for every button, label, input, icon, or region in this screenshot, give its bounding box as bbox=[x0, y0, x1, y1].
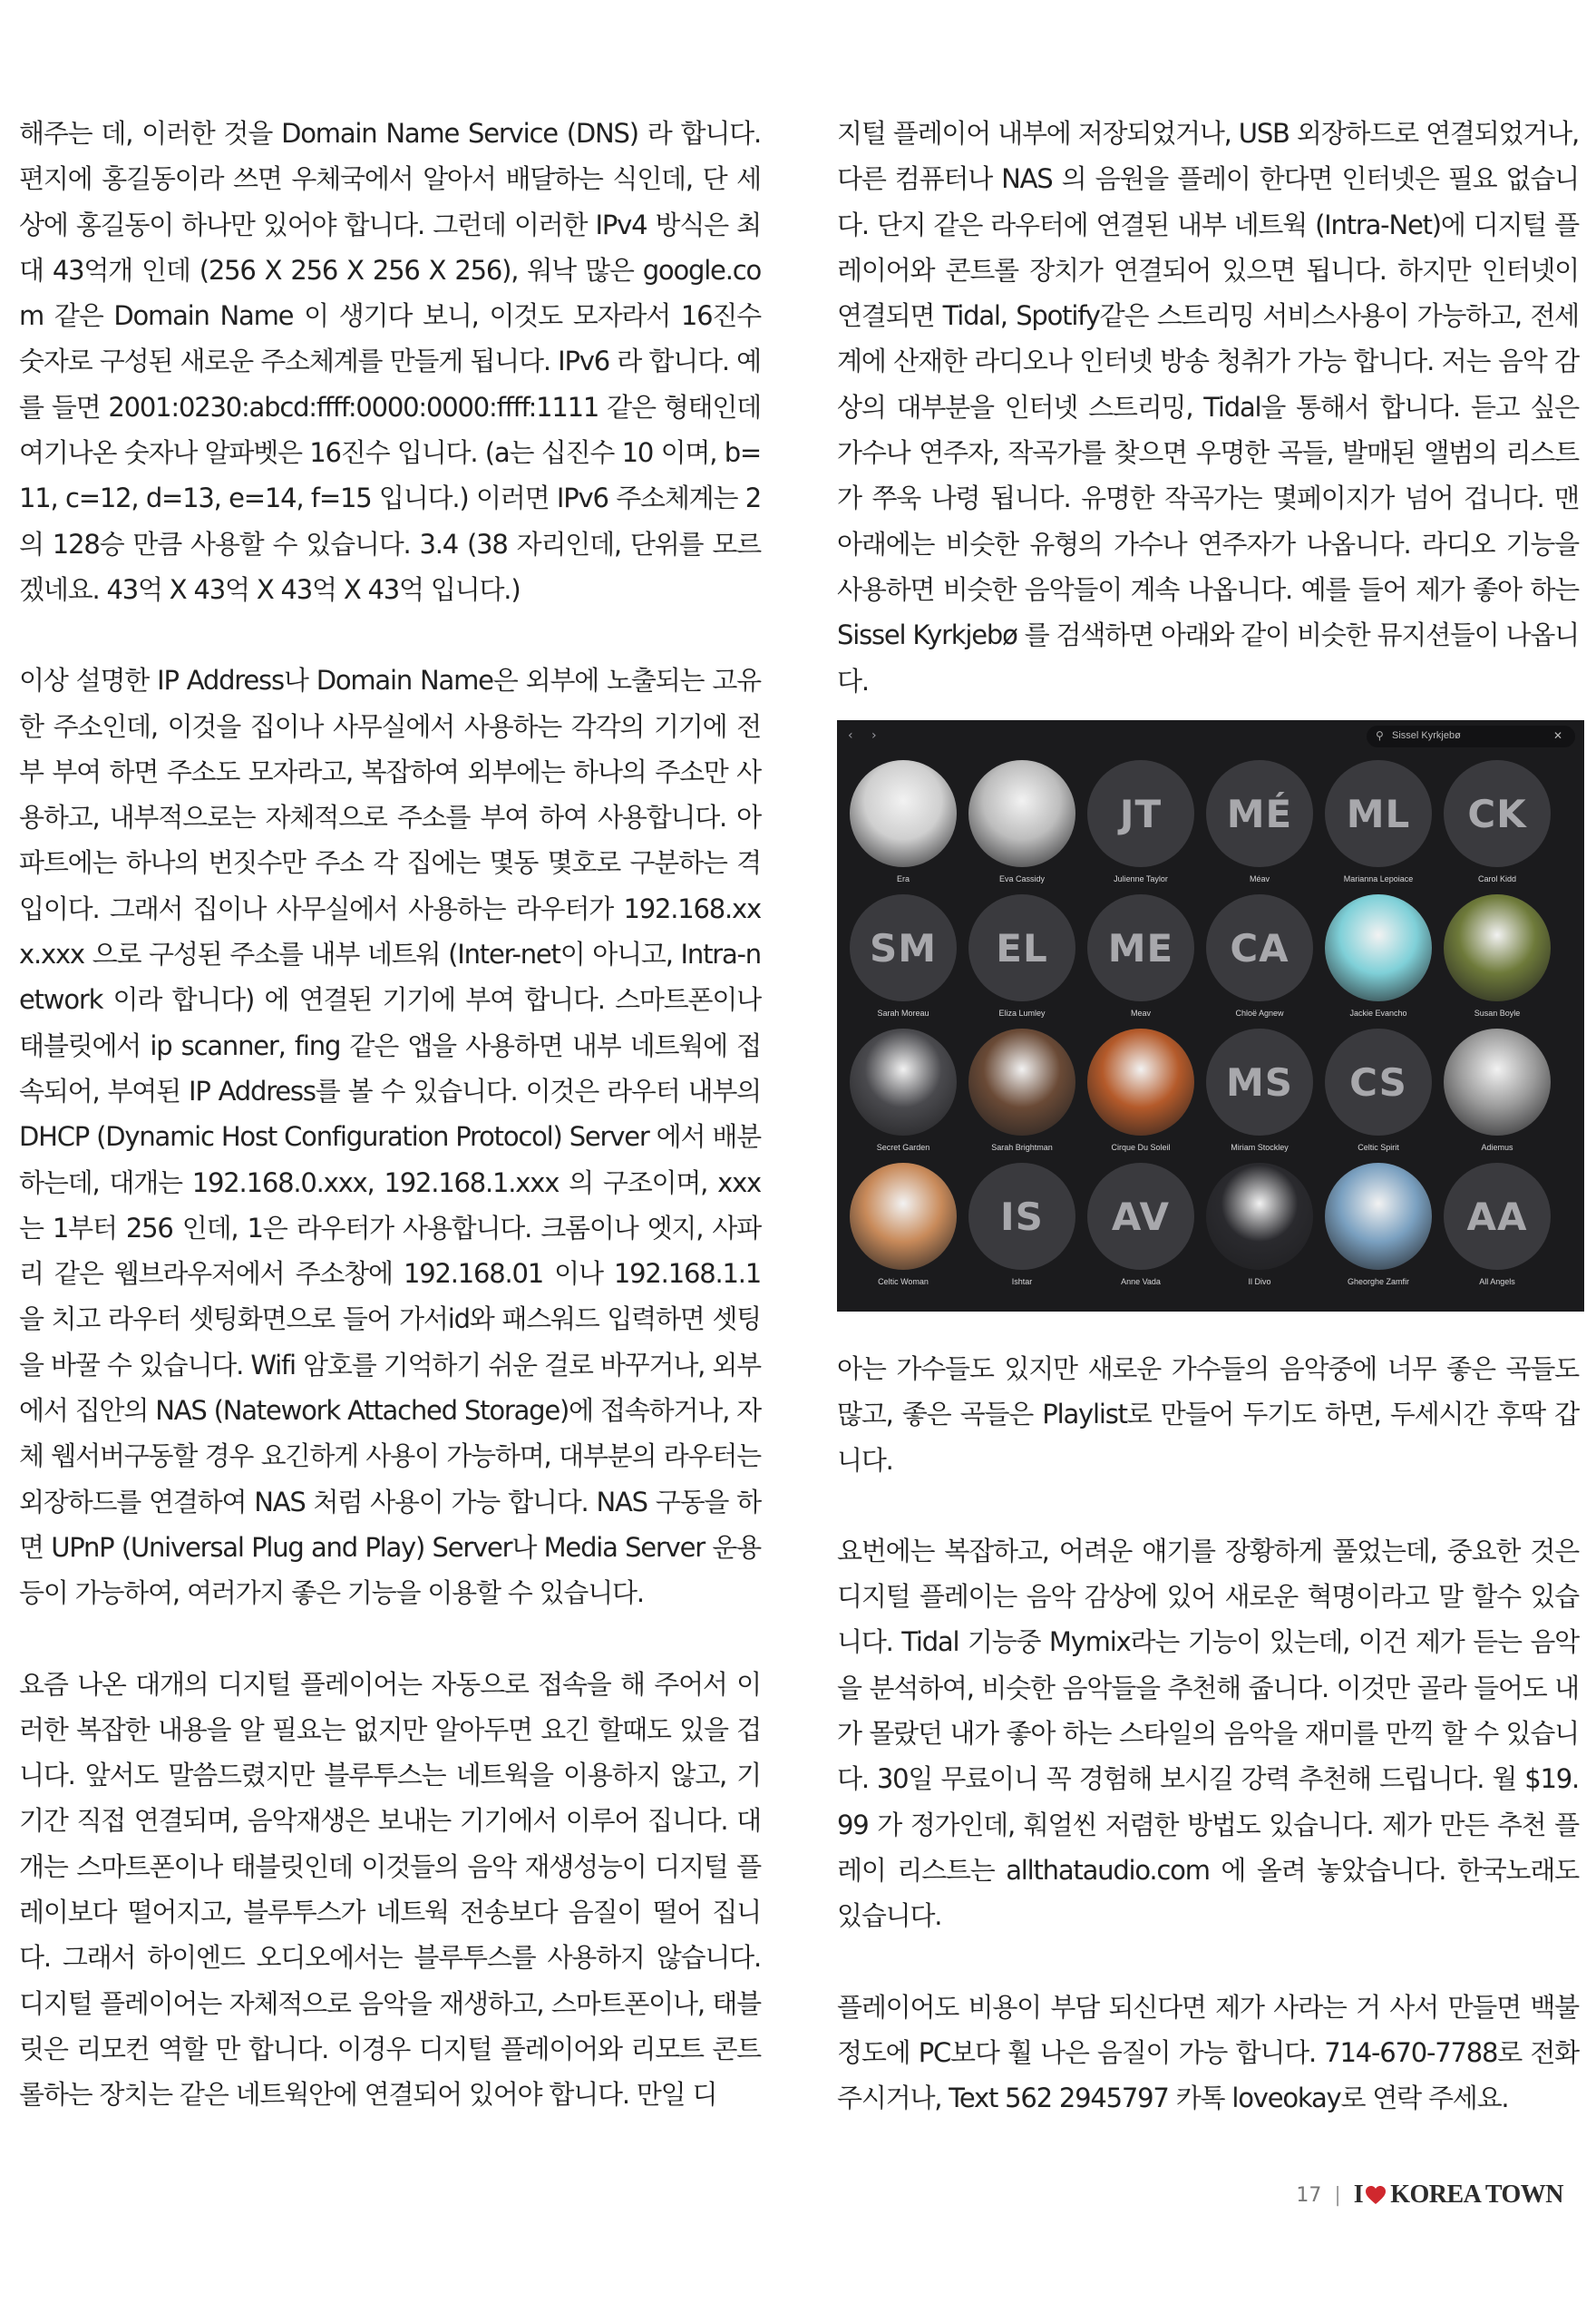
forward-arrow-icon: › bbox=[871, 728, 877, 743]
artist-initials: ME bbox=[1107, 925, 1174, 971]
artist-initials-avatar bbox=[850, 894, 957, 1001]
artist-name: All Angels bbox=[1479, 1277, 1515, 1286]
artist-photo bbox=[850, 1163, 957, 1270]
artist-photo bbox=[1444, 894, 1551, 1001]
artist-item[interactable] bbox=[1206, 1029, 1313, 1161]
body-paragraph: 플레이어도 비용이 부담 되신다면 제가 사라는 거 사서 만들면 백불 정도에 PC보다 훨 나은 음질이 가능 합니다. 714-670-7788로 전화 주시거나, Text 562 2945797 카톡 loveokay로 연락 주세요. bbox=[837, 1991, 1579, 2114]
screenshot-search-box bbox=[1367, 726, 1575, 747]
artist-initials-avatar bbox=[1325, 760, 1432, 867]
right-column-top bbox=[837, 111, 1579, 704]
left-column bbox=[19, 111, 761, 2117]
artist-initials: AA bbox=[1466, 1194, 1528, 1239]
artist-initials-avatar bbox=[1325, 1029, 1432, 1136]
artist-name: Julienne Taylor bbox=[1114, 874, 1168, 883]
body-paragraph: 요즘 나온 대개의 디지털 플레이어는 자동으로 접속을 해 주어서 이러한 복잡한 내용을 알 필요는 없지만 알아두면 요긴 할때도 있을 겁니다. 앞서도 말씀드렸지만 블루투스는 네트웍을 이용하지 않고, 기기간 직접 연결되며, 음악재생은 보내는 기기에서 이루어 집니다. 대개는 스마트폰이나 태블릿인데 이것들의 음악 재생성능이 디지털 플레이보다 떨어지고, 블루투스가 네트웍 전송보다 음질이 떨어 집니다. 그래서 하이엔드 오디오에서는 블루투스를 사용하지 않습니다. 디지털 플레이어는 자체적으로 음악을 재생하고, 스마트폰이나, 태블릿은 리모컨 역할 만 합니다. 이경우 디지털 플레이어와 리모트 콘트롤하는 장치는 같은 네트웍안에 연결되어 있어야 합니다. 만일 디 bbox=[19, 1668, 761, 2111]
artist-initials: CA bbox=[1230, 925, 1289, 971]
artist-initials-avatar bbox=[1087, 894, 1194, 1001]
brand-name: KOREA TOWN bbox=[1390, 2181, 1563, 2209]
artist-photo bbox=[1444, 1029, 1551, 1136]
screenshot-topbar bbox=[837, 720, 1584, 753]
artist-initials: AV bbox=[1111, 1194, 1171, 1239]
artist-item[interactable] bbox=[1206, 894, 1313, 1027]
artist-initials-avatar bbox=[968, 894, 1075, 1001]
artist-item[interactable] bbox=[1325, 894, 1432, 1027]
artist-item[interactable] bbox=[850, 1163, 957, 1295]
artist-item[interactable] bbox=[850, 894, 957, 1027]
artist-item[interactable] bbox=[1087, 1029, 1194, 1161]
artist-photo bbox=[850, 760, 957, 867]
artist-name: Celtic Spirit bbox=[1358, 1143, 1399, 1152]
artist-name: Cirque Du Soleil bbox=[1111, 1143, 1171, 1152]
artist-name: Anne Vada bbox=[1121, 1277, 1161, 1286]
body-paragraph: 해주는 데, 이러한 것을 Domain Name Service (DNS) 라 합니다. 편지에 홍길동이라 쓰면 우체국에서 알아서 배달하는 식인데, 단 세상에 홍길동이 하나만 있어야 합니다. 그런데 이러한 IPv4 방식은 최대 43억개 인데 (256 X 256 X 256 X 256), 워낙 많은 google.com 같은 Domain Name 이 생기다 보니, 이것도 모자라서 16진수 숫자로 구성된 새로운 주소체계를 만들게 됩니다. IPv6 라 합니다. 예를 들면 2001:0230:abcd:ffff:0000:0000:ffff:1111 같은 형태인데 여기나온 숫자나 알파벳은 16진수 입니다. (a는 십진수 10 이며, b=11, c=12, d=13, e=14, f=15 입니다.) 이러면 IPv6 주소체계는 2의 128승 만큼 사용할 수 있습니다. 3.4 (38 자리인데, 단위를 모르겠네요. 43억 X 43억 X 43억 X 43억 입니다.) bbox=[19, 118, 761, 605]
artist-item[interactable] bbox=[968, 1163, 1075, 1295]
artist-item[interactable] bbox=[1444, 760, 1551, 893]
artist-item[interactable] bbox=[1444, 1163, 1551, 1295]
artist-initials: CS bbox=[1349, 1059, 1407, 1105]
footer-separator: | bbox=[1334, 2183, 1341, 2207]
artist-item[interactable] bbox=[1087, 760, 1194, 893]
artist-initials: MS bbox=[1225, 1059, 1294, 1105]
artist-initials: EL bbox=[996, 925, 1048, 971]
artist-initials: IS bbox=[1000, 1194, 1044, 1239]
brand-prefix: I bbox=[1353, 2181, 1364, 2209]
artist-initials-avatar bbox=[1206, 894, 1313, 1001]
close-icon: ✕ bbox=[1552, 729, 1562, 742]
body-paragraph: 지털 플레이어 내부에 저장되었거나, USB 외장하드로 연결되었거나, 다른 컴퓨터나 NAS 의 음원을 플레이 한다면 인터넷은 필요 없습니다. 단지 같은 라우터에 연결된 내부 네트웍 (Intra-Net)에 디지털 플레이어와 콘트롤 장치가 연결되어 있으면 됩니다. 하지만 인터넷이 연결되면 Tidal, Spotify같은 스트리밍 서비스사용이 가능하고, 전세계에 산재한 라디오나 인터넷 방송 청취가 가능 합니다. 저는 음악 감상의 대부분을 인터넷 스트리밍, Tidal을 통해서 합니다. 듣고 싶은 가수나 연주자, 작곡가를 찾으면 우명한 곡들, 발매된 앨범의 리스트가 쭈욱 나령 됩니다. 유명한 작곡가는 몇페이지가 넘어 겁니다. 맨 아래에는 비슷한 유형의 가수나 연주자가 나옵니다. 라디오 기능을 사용하면 비슷한 음악들이 계속 나옵니다. 예를 들어 제가 좋아 하는 Sissel Kyrkjebø 를 검색하면 아래와 같이 비슷한 뮤지션들이 나옵니다. bbox=[837, 118, 1579, 697]
artist-photo bbox=[850, 1029, 957, 1136]
artist-item[interactable] bbox=[1325, 760, 1432, 893]
artist-initials-avatar bbox=[1087, 760, 1194, 867]
artist-name: Ishtar bbox=[1011, 1277, 1033, 1286]
artist-item[interactable] bbox=[850, 1029, 957, 1161]
artist-item[interactable] bbox=[968, 894, 1075, 1027]
artist-name: Eva Cassidy bbox=[998, 874, 1046, 883]
artist-name: Chloë Agnew bbox=[1235, 1009, 1284, 1018]
artist-initials: JT bbox=[1119, 791, 1163, 836]
artist-name: Meav bbox=[1130, 1009, 1151, 1018]
artist-name: Susan Boyle bbox=[1474, 1009, 1521, 1018]
artist-initials: ML bbox=[1346, 791, 1411, 836]
artist-photo bbox=[968, 760, 1075, 867]
artist-photo bbox=[1325, 894, 1432, 1001]
artist-name: Era bbox=[896, 874, 910, 883]
back-arrow-icon: ‹ bbox=[848, 728, 853, 743]
body-paragraph: 요번에는 복잡하고, 어려운 얘기를 장황하게 풀었는데, 중요한 것은 디지털 플레이는 음악 감상에 있어 새로운 혁명이라고 말 할수 있습니다. Tidal 기능중 Mymix라는 기능이 있는데, 이건 제가 듣는 음악을 분석하여, 비슷한 음악들을 추천해 줍니다. 이것만 골라 들어도 내가 몰랐던 내가 좋아 하는 스타일의 음악을 재미를 만끽 할 수 있습니다. 30일 무료이니 꼭 경험해 보시길 강력 추천해 드립니다. 월 $19.99 가 정가인데, 훠얼씬 저렴한 방법도 있습니다. 제가 만든 추천 플레이 리스트는 allthataudio.com 에 올려 놓았습니다. 한국노래도 있습니다. bbox=[837, 1535, 1579, 1932]
tidal-similar-artists-screenshot bbox=[837, 720, 1584, 1312]
artist-photo bbox=[1325, 1163, 1432, 1270]
artist-initials-avatar bbox=[968, 1163, 1075, 1270]
artist-name: Il Divo bbox=[1248, 1277, 1271, 1286]
brand-logo bbox=[1354, 2181, 1563, 2210]
artist-name: Miriam Stockley bbox=[1231, 1143, 1289, 1152]
artist-initials-avatar bbox=[1087, 1163, 1194, 1270]
search-icon: ⚲ bbox=[1376, 729, 1384, 742]
search-query: Sissel Kyrkjebø bbox=[1392, 730, 1461, 741]
artist-name: Jackie Evancho bbox=[1349, 1009, 1407, 1018]
body-paragraph: 이상 설명한 IP Address나 Domain Name은 외부에 노출되는 고유한 주소인데, 이것을 집이나 사무실에서 사용하는 각각의 기기에 전부 부여 하면 주소도 모자라고, 복잡하여 외부에는 하나의 주소만 사용하고, 내부적으로는 자체적으로 주소를 부여 하여 사용합니다. 아파트에는 하나의 번짓수만 주소 각 집에는 몇동 몇호로 구분하는 격 입이다. 그래서 집이나 사무실에서 사용하는 라우터가 192.168.xxx.xxx 으로 구성된 주소를 내부 네트워 (Inter-net이 아니고, Intra-network 이라 합니다) 에 연결된 기기에 부여 합니다. 스마트폰이나 태블릿에서 ip scanner, fing 같은 앱을 사용하면 내부 네트웍에 접속되어, 부여된 IP Address를 볼 수 있습니다. 이것은 라우터 내부의 DHCP (Dynamic Host Configuration Protocol) Server 에서 배분하는데, 대개는 192.168.0.xxx, 192.168.1.xxx 의 구조이며, xxx는 1부터 256 인데, 1은 라우터가 사용합니다. 크롬이나 엣지, 사파리 같은 웹브라우저에서 주소창에 192.168.01 이나 192.168.1.1을 치고 라우터 셋팅화면으로 들어 가서id와 패스워드 입력하면 셋팅을 바꿀 수 있습니다. Wifi 암호를 기억하기 쉬운 걸로 바꾸거나, 외부에서 집안의 NAS (Natework Attached Storage)에 접속하거나, 자체 웹서버구동할 경우 요긴하게 사용이 가능하며, 대부분의 라우터는 외장하드를 연결하여 NAS 처럼 사용이 가능 합니다. NAS 구동을 하면 UPnP (Universal Plug and Play) Server나 Media Server 운용등이 가능하여, 여러가지 좋은 기능을 이용할 수 있습니다. bbox=[19, 665, 761, 1609]
artist-photo bbox=[1087, 1029, 1194, 1136]
right-column-bottom bbox=[837, 1346, 1579, 2121]
artist-initials: MÉ bbox=[1226, 791, 1293, 836]
artist-initials: CK bbox=[1467, 791, 1527, 836]
page-footer bbox=[1296, 2179, 1563, 2211]
heart-icon bbox=[1365, 2185, 1387, 2205]
artist-name: Secret Garden bbox=[876, 1143, 930, 1152]
artist-name: Sarah Moreau bbox=[877, 1009, 929, 1018]
artist-item[interactable] bbox=[1325, 1163, 1432, 1295]
artist-initials-avatar bbox=[1206, 1029, 1313, 1136]
artist-name: Eliza Lumley bbox=[998, 1009, 1046, 1018]
artist-item[interactable] bbox=[1444, 1029, 1551, 1161]
artist-photo bbox=[968, 1029, 1075, 1136]
artist-initials-avatar bbox=[1444, 1163, 1551, 1270]
artist-name: Gheorghe Zamfir bbox=[1347, 1277, 1410, 1286]
artist-photo bbox=[1206, 1163, 1313, 1270]
artist-initials-avatar bbox=[1444, 760, 1551, 867]
artist-item[interactable] bbox=[968, 760, 1075, 893]
artist-item[interactable] bbox=[850, 760, 957, 893]
artist-item[interactable] bbox=[968, 1029, 1075, 1161]
artist-item[interactable] bbox=[1087, 1163, 1194, 1295]
artist-initials: SM bbox=[869, 925, 938, 971]
artist-item[interactable] bbox=[1206, 760, 1313, 893]
page-number: 17 bbox=[1296, 2183, 1322, 2207]
artist-initials-avatar bbox=[1206, 760, 1313, 867]
artist-name: Celtic Woman bbox=[878, 1277, 929, 1286]
artist-item[interactable] bbox=[1444, 894, 1551, 1027]
artist-item[interactable] bbox=[1206, 1163, 1313, 1295]
artist-name: Sarah Brightman bbox=[991, 1143, 1053, 1152]
artist-name: Méav bbox=[1249, 874, 1270, 883]
artist-name: Carol Kidd bbox=[1477, 874, 1517, 883]
artist-item[interactable] bbox=[1087, 894, 1194, 1027]
artist-name: Marianna Lepoiace bbox=[1343, 874, 1414, 883]
body-paragraph: 아는 가수들도 있지만 새로운 가수들의 음악중에 너무 좋은 곡들도 많고, 좋은 곡들은 Playlist로 만들어 두기도 하면, 두세시간 후딱 갑니다. bbox=[837, 1353, 1579, 1476]
artist-name: Adiemus bbox=[1481, 1143, 1513, 1152]
artist-item[interactable] bbox=[1325, 1029, 1432, 1161]
